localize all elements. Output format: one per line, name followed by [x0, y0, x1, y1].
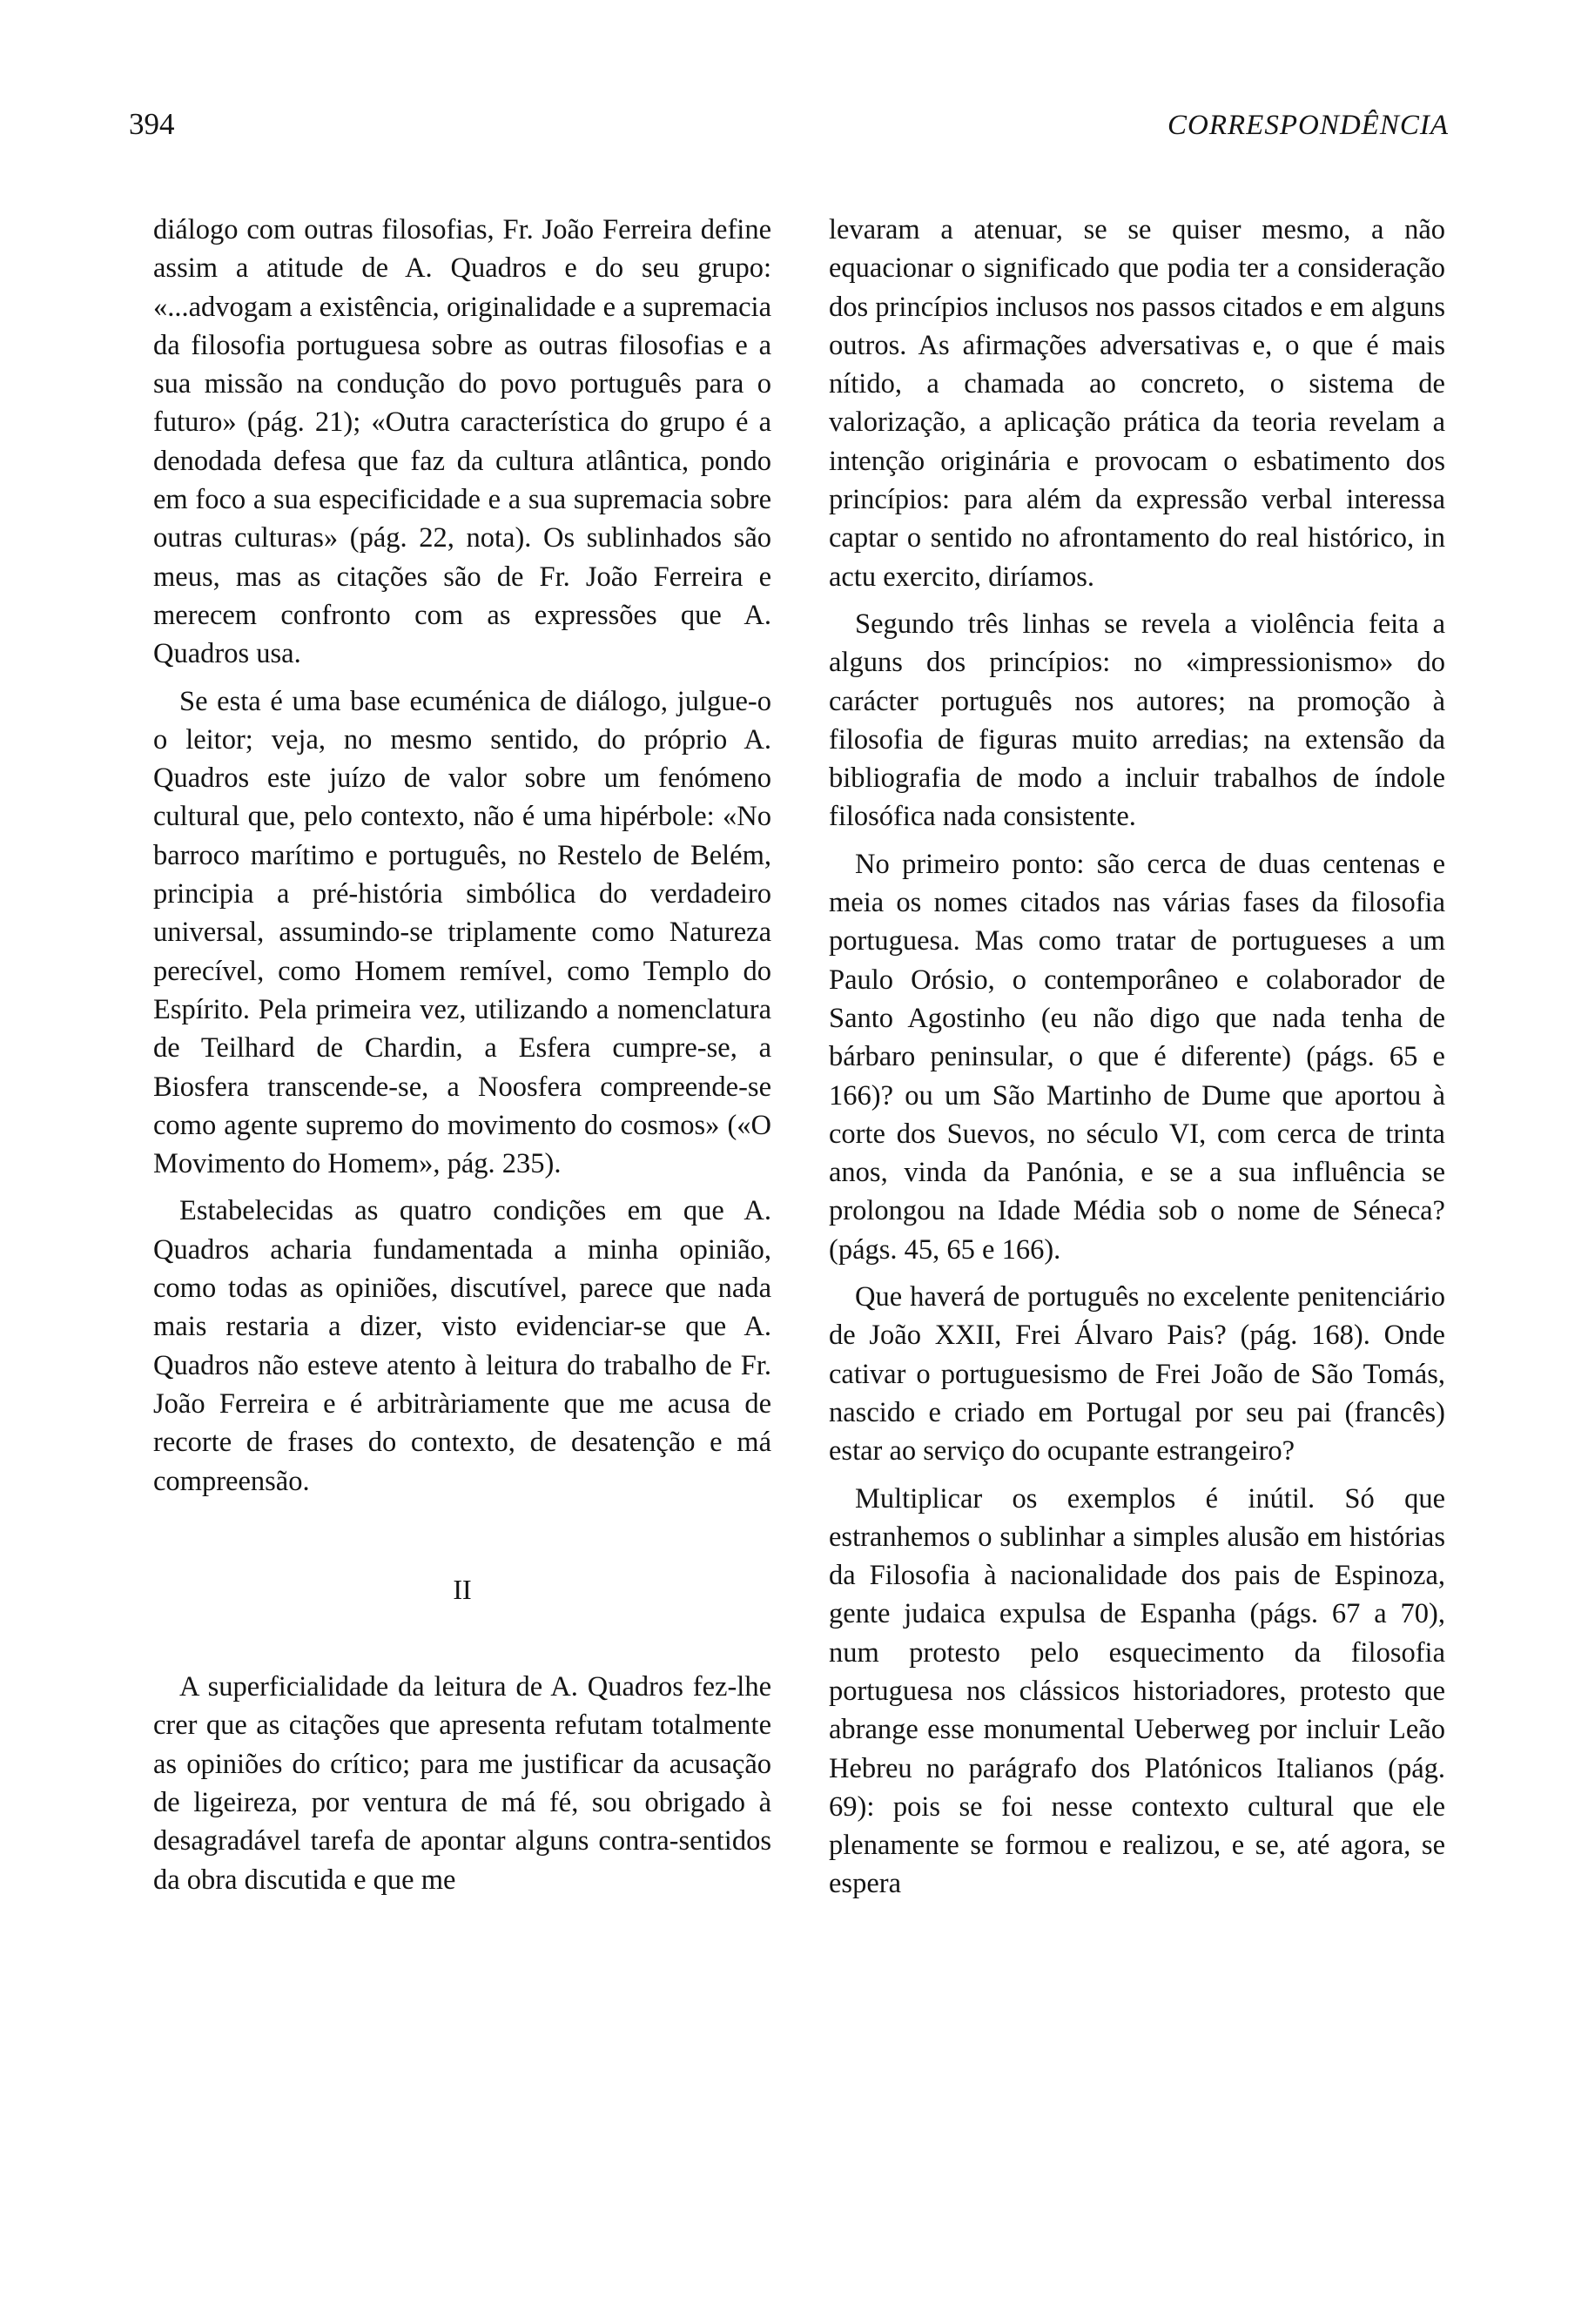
paragraph: Multiplicar os exemplos é inútil. Só que estranhemos o sublinhar a simples alusão em histórias da Filosofia à nacionalidade dos pais de Espinoza, gente judaica expulsa de Espanha (págs. 67 a 70), num protesto pelo esquecimento da filosofia portuguesa nos clássicos historiadores, protesto que abrange esse monumental Ueberweg por incluir Leão Hebreu no parágrafo dos Platónicos Italianos (pág. 69): pois se foi nesse contexto cultural que ele plenamente se formou e realizou, e se, até agora, se espera [829, 1482, 1445, 1900]
right-column [829, 211, 1445, 1912]
paragraph: Estabelecidas as quatro condições em que A. Quadros acharia fundamentada a minha opinião, como todas as opiniões, discutível, parece que nada mais restaria a dizer, visto evidenciar-se que A. Quadros não esteve atento à leitura do trabalho de Fr. João Ferreira e é arbitràriamente que me acusa de recorte de frases do contexto, de desatenção e má compreensão. [153, 1195, 771, 1497]
paragraph: levaram a atenuar, se se quiser mesmo, a não equacionar o significado que podia ter a consideração dos princípios inclusos nos passos citados e em alguns outros. As afirmações adversativas e, o que é mais nítido, a chamada ao concreto, o sistema de valorização, a aplicação prática da teoria revelam a intenção originária e provocam o esbatimento dos princípios: para além da expressão verbal interessa captar o sentido no afrontamento do real histórico, in actu exercito, diríamos. [829, 214, 1445, 593]
running-head: CORRESPONDÊNCIA [1167, 110, 1449, 141]
paragraph: No primeiro ponto: são cerca de duas centenas e meia os nomes citados nas várias fases da filosofia portuguesa. Mas como tratar de portugueses a um Paulo Orósio, o contemporâneo e colaborador de Santo Agostinho (eu não digo que nada tenha de bárbaro peninsular, o que é diferente) (págs. 65 e 166)? ou um São Martinho de Dume que aportou à corte dos Suevos, no século VI, com cerca de trinta anos, vinda da Panónia, e se a sua influência se prolongou na Idade Média sob o nome de Séneca? (págs. 45, 65 e 166). [829, 848, 1445, 1266]
paragraph: diálogo com outras filosofias, Fr. João Ferreira define assim a atitude de A. Quadros e do seu grupo: «...advogam a existência, originalidade e a supremacia da filosofia portuguesa sobre as outras filosofias e a sua missão na condução do povo português para o futuro» (pág. 21); «Outra característica do grupo é a denodada defesa que faz da cultura atlântica, pondo em foco a sua especificidade e a sua supremacia sobre outras culturas» (pág. 22, nota). Os sublinhados são meus, mas as citações são de Fr. João Ferreira e merecem confronto com as expressões que A. Quadros usa. [153, 214, 771, 670]
paragraph: Segundo três linhas se revela a violência feita a alguns dos princípios: no «impressionismo» do carácter português nos autores; na promoção à filosofia de figuras muito arredias; na extensão da bibliografia de modo a incluir trabalhos de índole filosófica nada consistente. [829, 608, 1445, 833]
section-heading: II [453, 1573, 472, 1605]
left-column [153, 211, 771, 1908]
page-number: 394 [129, 107, 175, 141]
paragraph: A superficialidade da leitura de A. Quadros fez-lhe crer que as citações que apresenta refutam totalmente as opiniões do crítico; para me justificar da acusação de ligeireza, por ventura de má fé, sou obrigado à desagradável tarefa de apontar alguns contra-sentidos da obra discutida e que me [153, 1671, 771, 1896]
paragraph: Que haverá de português no excelente penitenciário de João XXII, Frei Álvaro Pais? (pág. 168). Onde cativar o portuguesismo de Frei João de São Tomás, nascido e criado em Portugal por seu pai (francês) estar ao serviço do ocupante estrangeiro? [829, 1281, 1445, 1468]
paragraph: Se esta é uma base ecuménica de diálogo, julgue-o o leitor; veja, no mesmo sentido, do próprio A. Quadros este juízo de valor sobre um fenómeno cultural que, pelo contexto, não é uma hipérbole: «No barroco marítimo e português, no Restelo de Belém, principia a pré-história simbólica do verdadeiro universal, assumindo-se triplamente como Natureza perecível, como Homem remível, como Templo do Espírito. Pela primeira vez, utilizando a nomenclatura de Teilhard de Chardin, a Esfera cumpre-se, a Biosfera transcende-se, a Noosfera compreende-se como agente supremo do movimento do cosmos» («O Movimento do Homem», pág. 235). [153, 685, 771, 1180]
